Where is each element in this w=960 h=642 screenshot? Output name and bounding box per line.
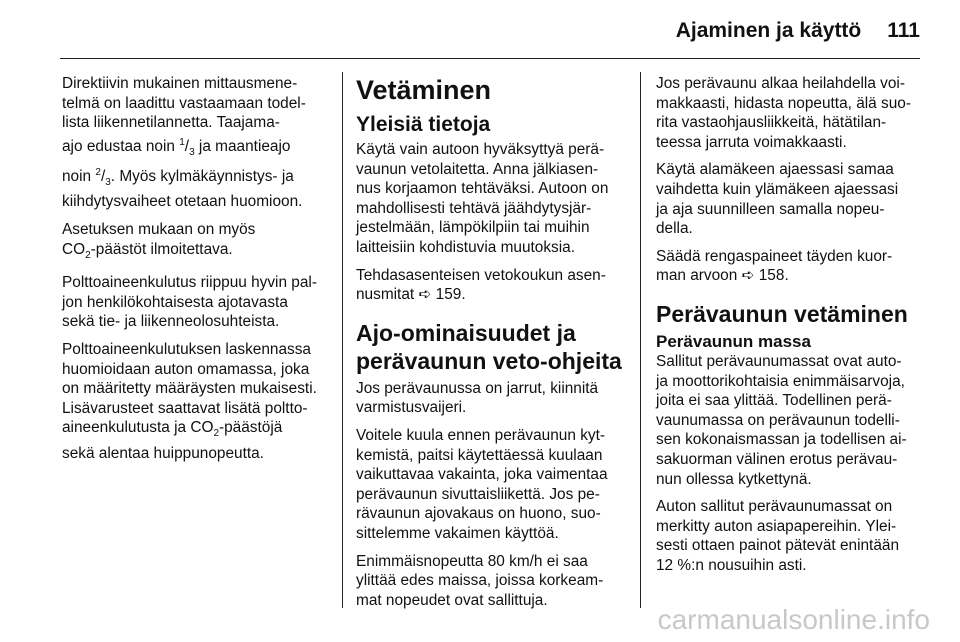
heading-trailer-towing: Perävaunun vetäminen xyxy=(656,300,908,327)
paragraph-towbar: Käytä vain autoon hyväksyttyä perä- vaunun vetolaitetta. Anna jälkiasen- nus korjaamon tehtäväksi. Autoon on mahdollisesti tehtävä jäähdytysjär- jestelmään, lämpökilpiin tai muihin laitteisiin kohdistuvia muutoksia. xyxy=(356,141,609,256)
paragraph-swaying: Jos perävaunu alkaa heilahdella voi- makkaasti, hidasta nopeutta, älä suo- rita vastaohjausliikkeitä, hätätilan- teessa jarruta voimakkaasti. xyxy=(656,75,911,151)
paragraph-co2: Asetuksen mukaan on myös $CO_2$-päästöt ilmoitettava. xyxy=(62,220,256,261)
paragraph-measurement: Direktiivin mukainen mittausmene- telmä on laadittu vastaamaan todel- lista liikennetilannetta. Taajama- ajo edustaa noin $^1/_3$ ja maantieajo noin $^2/_3$. Myös kylmäkäynnistys- ja kiihdytysvaiheet otetaan huomioon. xyxy=(62,75,306,211)
watermark: carmanualsonline.info xyxy=(657,604,930,635)
page-reference-arrow-icon: ➪ xyxy=(418,286,432,304)
heading-driving-characteristics: Ajo-ominaisuudet ja perävaunun veto-ohjeita xyxy=(356,319,622,374)
column-1 xyxy=(62,74,334,472)
paragraph-permitted-mass: Sallitut perävaunumassat ovat auto- ja moottorikohtaisia enimmäisarvoja, joita ei saa ylittää. Todellinen perä- vaunumassa on perävaunun todelli- sen kokonaismassan ja todellisen ai- sakuorman välinen erotus perävau- nun ollessa kytkettynä. xyxy=(656,352,907,488)
column-3 xyxy=(656,74,936,583)
page-reference-link[interactable]: 159 xyxy=(435,286,462,304)
heading-towing: Vetäminen xyxy=(356,75,492,105)
fraction-line-1: ajo edustaa noin $^1/_3$ ja maantieajo xyxy=(62,136,291,158)
paragraph-brakes: Jos perävaunussa on jarrut, kiinnitä varmistusvaijeri. xyxy=(356,379,599,417)
page-number: 111 xyxy=(887,19,920,42)
paragraph-tyre-pressure: Säädä rengaspaineet täyden kuor- man arvoon ➪ 158. xyxy=(656,247,893,285)
column-divider-2 xyxy=(640,72,641,608)
paragraph-towbar-dimensions: Tehdasasenteisen vetokoukun asen- nusmitat ➪ 159. xyxy=(356,266,606,304)
heading-trailer-mass: Perävaunun massa xyxy=(656,331,811,351)
paragraph-calculation: Polttoaineenkulutuksen laskennassa huomioidaan auton omamassa, joka on määritetty määräysten mukaisesti. Lisävarusteet saattavat lisätä poltto- aineenkulutusta ja $CO_2$-päästöjä sekä alentaa huippunopeutta. xyxy=(62,341,317,463)
page-header xyxy=(60,14,920,48)
header-divider xyxy=(60,58,920,59)
paragraph-vehicle-documents: Auton sallitut perävaunumassat on merkitty auton asiapapereihin. Ylei- sesti ottaen painot pätevät enintään 12 %:n nousuihin asti. xyxy=(656,498,900,574)
column-divider-1 xyxy=(342,72,343,608)
section-title: Ajaminen ja käyttö xyxy=(675,19,862,42)
paragraph-lubricate: Voitele kuula ennen perävaunun kyt- kemistä, paitsi käytettäessä kuulaan vaikuttavaa vakainta, joka vaimentaa perävaunun sivuttaisliikettä. Jos pe- rävaunun ajovakaus on huono, suo- sittelemme vakaimen käyttöä. xyxy=(356,426,608,542)
column-2 xyxy=(356,74,634,618)
paragraph-consumption: Polttoaineenkulutus riippuu hyvin pal- jon henkilökohtaisesta ajotavasta sekä tie- ja liikenneolosuhteista. xyxy=(62,274,317,331)
page-reference-arrow-icon: ➪ xyxy=(741,267,755,285)
fraction-line-2: noin $^2/_3$. Myös kylmäkäynnistys- ja xyxy=(62,166,294,188)
paragraph-downhill: Käytä alamäkeen ajaessasi samaa vaihdetta kuin ylämäkeen ajaessasi ja aja suunnilleen samalla nopeu- della. xyxy=(656,161,899,238)
heading-general-info: Yleisiä tietoja xyxy=(356,113,491,136)
paragraph-max-speed: Enimmäisnopeutta 80 km/h ei saa ylittää edes maissa, joissa korkeam- mat nopeudet ovat sallittuja. xyxy=(356,552,604,609)
page-reference-link[interactable]: 158 xyxy=(758,267,785,285)
